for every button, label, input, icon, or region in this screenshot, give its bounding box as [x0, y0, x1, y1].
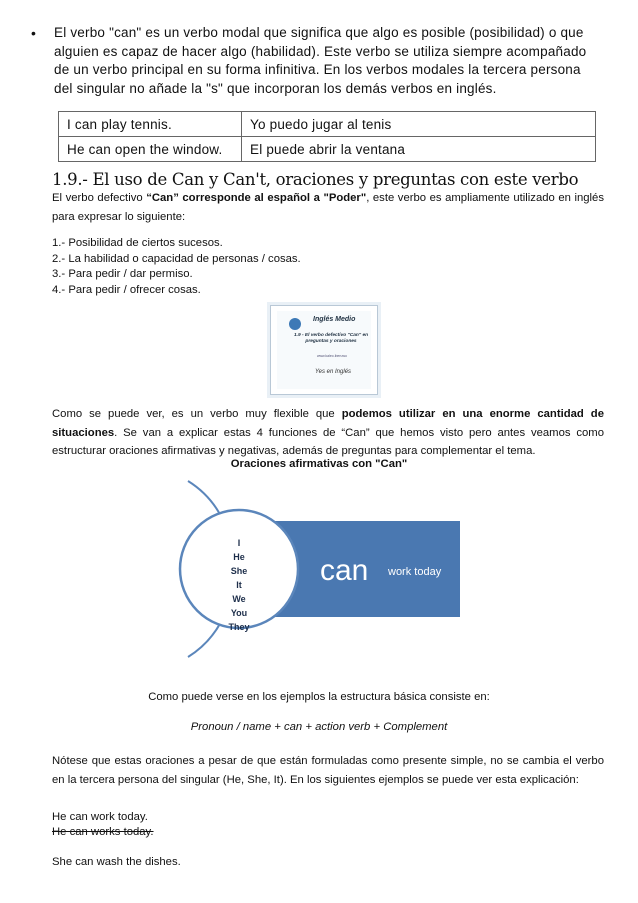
thumbnail-signature: Yes en Inglés	[315, 369, 352, 375]
thumbnail-title: Inglés Medio	[313, 316, 356, 323]
table-cell-es: El puede abrir la ventana	[242, 137, 596, 162]
diagram-pronoun: I	[237, 538, 241, 548]
note-paragraph: Nótese que estas oraciones a pesar de que están formuladas como presente simple, no se cambia el verbo en la tercera persona del singular (He, She, It). En los siguientes ejemplos se puede ver esta explicación:	[52, 755, 604, 786]
intro-text-2: , este verbo es ampliamente utilizado en inglés para expresar lo siguiente:	[52, 192, 604, 223]
globe-logo-icon	[289, 318, 301, 330]
flexible-bold: podemos utilizar en una enorme cantidad de situaciones	[52, 408, 604, 439]
diagram-complement: work today	[388, 566, 442, 578]
bullet-dot-icon: •	[31, 25, 37, 41]
table-row	[59, 112, 596, 137]
affirmative-heading	[0, 458, 638, 470]
thumbnail-subtitle: 1.9 - El verbo defectivo "Can" en preguntas y oraciones	[293, 333, 369, 344]
intro-text-1: El verbo defectivo	[52, 192, 147, 204]
structure-formula: Pronoun / name + can + action verb + Complement	[190, 721, 448, 733]
diagram-pronoun: You	[230, 608, 248, 618]
intro-bullet	[31, 24, 594, 98]
diagram-pronoun: We	[232, 594, 246, 604]
list-item: 2.- La habilidad o capacidad de personas / cosas.	[52, 252, 301, 265]
diagram-pronoun: He	[233, 552, 245, 562]
video-thumbnail[interactable]	[270, 305, 378, 395]
table-row	[59, 137, 596, 162]
diagram-pronoun: She	[230, 566, 248, 576]
affirmative-heading-text: Oraciones afirmativas con "Can"	[230, 458, 408, 470]
list-item: 4.- Para pedir / ofrecer cosas.	[52, 283, 201, 296]
list-item: 3.- Para pedir / dar permiso.	[52, 268, 193, 280]
table-cell-en: He can open the window.	[59, 137, 242, 162]
table-cell-es: Yo puedo jugar al tenis	[242, 112, 596, 137]
section-title: 1.9.- El uso de Can y Can't, oraciones y preguntas con este verbo	[52, 170, 579, 189]
intro-bold: “Can” corresponde al español a "Poder"	[146, 192, 367, 204]
intro-paragraph	[52, 189, 604, 226]
thumbnail-url: www.kaleo.iberuwo	[317, 354, 347, 358]
diagram-pronoun: They	[228, 622, 250, 632]
flexible-paragraph	[52, 405, 604, 461]
example-incorrect: He can works today.	[52, 826, 154, 838]
examples-table	[58, 111, 596, 162]
table-cell-en: I can play tennis.	[59, 112, 242, 137]
diagram-pronoun: It	[236, 580, 242, 590]
example-another: She can wash the dishes.	[52, 856, 181, 868]
flexible-text-1: Como se puede ver, es un verbo muy flexible que	[52, 408, 342, 420]
bullet-text: El verbo "can" es un verbo modal que significa que algo es posible (posibilidad) o que alguien es capaz de hacer algo (habilidad). Este verbo se utiliza siempre acompañado de un verbo principal en su forma infinitiva. En los verbos modales la tercera persona del singular no añade la "s" que incorporan los demás verbos en inglés.	[54, 25, 587, 96]
example-correct: He can work today.	[52, 811, 148, 823]
list-item: 1.- Posibilidad de ciertos sucesos.	[52, 237, 223, 249]
thumbnail-inner	[277, 311, 371, 389]
structure-intro: Como puede verse en los ejemplos la estructura básica consiste en:	[148, 691, 490, 703]
diagram-verb: can	[320, 554, 369, 587]
flexible-text-2: . Se van a explicar estas 4 funciones de “Can” que hemos visto pero antes veamos como estructurar oraciones afirmativas y negativas, además de preguntas para complementar el tema.	[52, 426, 604, 457]
functions-list	[52, 236, 604, 298]
